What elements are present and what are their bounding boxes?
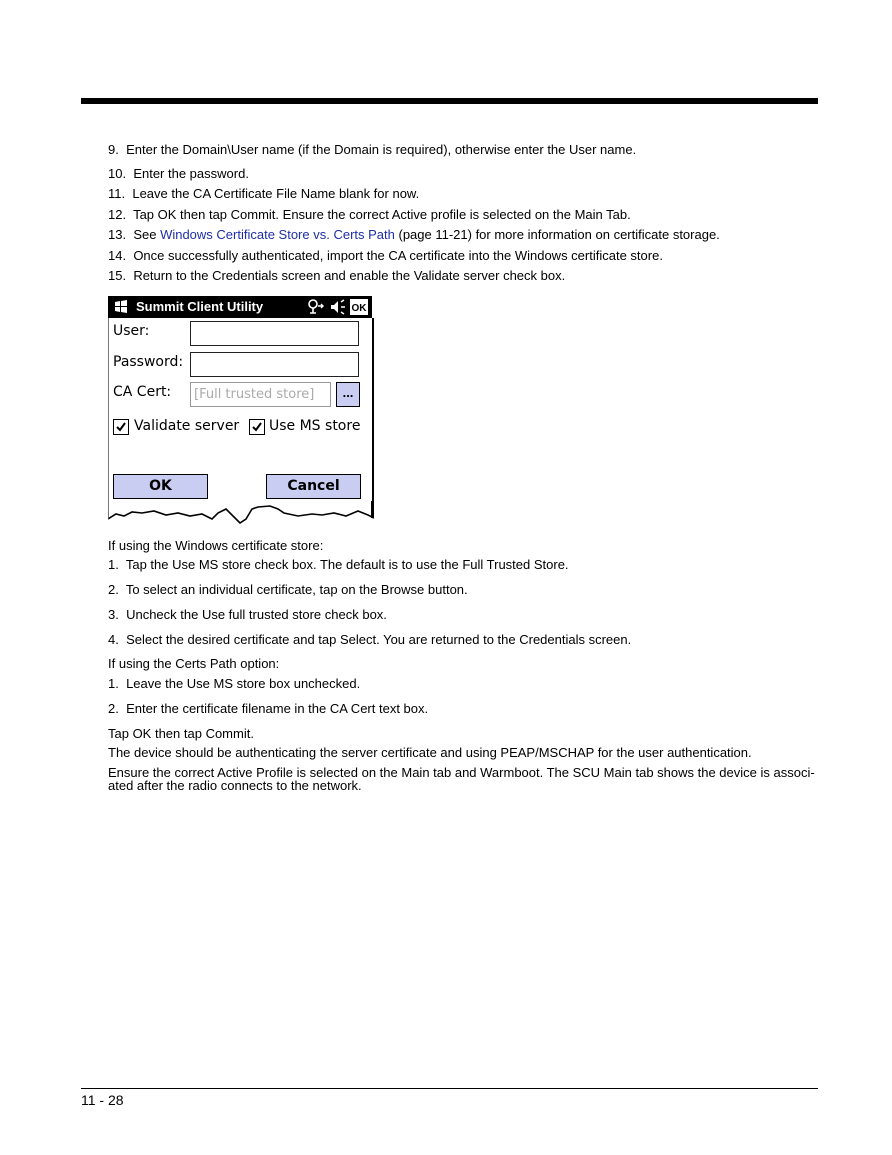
password-input[interactable] <box>190 352 359 377</box>
validate-server-label: Validate server <box>134 418 240 434</box>
torn-edge <box>108 501 374 527</box>
cp-step-1: 1. Leave the Use MS store box unchecked. <box>108 676 361 691</box>
step-10-text: Enter the password. <box>133 166 249 181</box>
step-12-text: Tap OK then tap Commit. Ensure the correct Active profile is selected on the Main Tab. <box>133 207 631 222</box>
status-icons <box>306 296 372 318</box>
cancel-button[interactable]: Cancel <box>266 474 361 499</box>
windows-store-intro: If using the Windows certificate store: <box>108 538 324 553</box>
speaker-icon <box>331 300 345 314</box>
checkmark-icon <box>115 421 127 433</box>
checkmark-icon <box>251 421 263 433</box>
device-screenshot <box>108 296 374 526</box>
closing-p2: The device should be authenticating the server certificate and using PEAP/MSCHAP for the user authentication. <box>108 745 752 760</box>
step-14: 14. Once successfully authenticated, import the CA certificate into the Windows certificate store. <box>108 248 663 263</box>
step-15: 15. Return to the Credentials screen and enable the Validate server check box. <box>108 268 566 283</box>
password-label: Password: <box>113 354 184 370</box>
certs-path-intro: If using the Certs Path option: <box>108 656 280 671</box>
header-rule <box>81 98 818 104</box>
ws-step-3: 3. Uncheck the Use full trusted store check box. <box>108 607 387 622</box>
ws-step-4: 4. Select the desired certificate and tap Select. You are returned to the Credentials screen. <box>108 632 632 647</box>
footer-rule <box>81 1088 818 1089</box>
device-title-bar <box>108 296 372 318</box>
closing-p3-line1: Ensure the correct Active Profile is selected on the Main tab and Warmboot. The SCU Main tab shows the device is associ- <box>108 765 815 780</box>
use-ms-store-label: Use MS store <box>269 418 361 434</box>
ok-status-icon <box>350 299 368 315</box>
step-13: 13. See Windows Certificate Store vs. Certs Path (page 11-21) for more information on certificate storage. <box>108 227 720 242</box>
browse-button[interactable]: ... <box>336 382 360 407</box>
windows-flag-icon <box>114 300 128 313</box>
credentials-form <box>108 318 374 518</box>
connectivity-icon <box>309 300 323 313</box>
ws-step-1: 1. Tap the Use MS store check box. The default is to use the Full Trusted Store. <box>108 557 569 572</box>
ca-cert-input[interactable]: [Full trusted store] <box>190 382 331 407</box>
step-9: 9. Enter the Domain\User name (if the Domain is required), otherwise enter the User name. <box>108 142 637 157</box>
step-10: 10. Enter the password. <box>108 166 249 181</box>
page-number: 11 - 28 <box>81 1092 124 1108</box>
user-input[interactable] <box>190 321 359 346</box>
ca-cert-label: CA Cert: <box>113 384 172 400</box>
status-ok-label: OK <box>351 303 367 314</box>
step-12: 12. Tap OK then tap Commit. Ensure the correct Active profile is selected on the Main Tab. <box>108 207 631 222</box>
closing-p1: Tap OK then tap Commit. <box>108 726 254 741</box>
use-ms-store-checkbox[interactable] <box>249 419 265 435</box>
cert-store-link[interactable]: Windows Certificate Store vs. Certs Path <box>160 227 395 242</box>
cp-step-2: 2. Enter the certificate filename in the CA Cert text box. <box>108 701 429 716</box>
user-label: User: <box>113 323 150 339</box>
ok-button[interactable]: OK <box>113 474 208 499</box>
ws-step-2: 2. To select an individual certificate, tap on the Browse button. <box>108 582 468 597</box>
step-14-text: Once successfully authenticated, import the CA certificate into the Windows certificate store. <box>133 248 663 263</box>
step-9-text: Enter the Domain\User name (if the Domain is required), otherwise enter the User name. <box>126 142 637 157</box>
device-title: Summit Client Utility <box>136 299 264 314</box>
step-11-text: Leave the CA Certificate File Name blank for now. <box>132 186 420 201</box>
closing-p3-line2: ated after the radio connects to the network. <box>108 778 362 793</box>
step-15-text: Return to the Credentials screen and enable the Validate server check box. <box>133 268 566 283</box>
step-11: 11. Leave the CA Certificate File Name blank for now. <box>108 186 420 201</box>
validate-server-checkbox[interactable] <box>113 419 129 435</box>
